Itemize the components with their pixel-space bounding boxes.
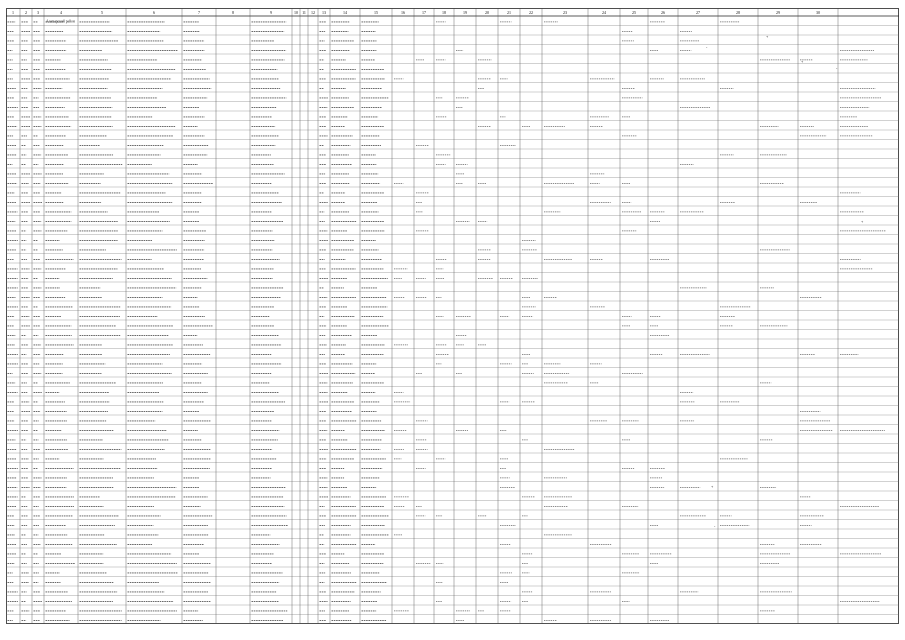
column-header: 26 [661, 10, 665, 16]
column-header: 30 [816, 10, 820, 16]
column-header: 3 [37, 10, 39, 16]
register-table [6, 8, 899, 624]
column-header: 27 [696, 10, 700, 16]
cell-mark: + [861, 219, 864, 224]
column-header: 19 [463, 10, 467, 16]
column-header: 9 [270, 10, 272, 16]
district-label: Алатырский район [46, 19, 75, 24]
column-header: 5 [101, 10, 103, 16]
cell-mark: - [706, 45, 708, 50]
column-header: 20 [485, 10, 489, 16]
column-header: 29 [776, 10, 780, 16]
column-header: 10 [294, 10, 298, 16]
column-header: 17 [422, 10, 426, 16]
column-header: 13 [322, 10, 326, 16]
cell-mark: + [801, 59, 804, 64]
column-header: 11 [302, 10, 306, 16]
column-header: 4 [60, 10, 62, 16]
column-header: 2 [25, 10, 27, 16]
column-header: 8 [232, 10, 234, 16]
column-header: 7 [198, 10, 200, 16]
column-header: 24 [602, 10, 606, 16]
column-header: 1 [12, 10, 14, 16]
cell-mark: + [711, 484, 714, 489]
cell-mark: + [766, 34, 769, 39]
column-header: 14 [343, 10, 347, 16]
column-header: 22 [529, 10, 533, 16]
table-grid [6, 8, 899, 624]
column-header: 6 [153, 10, 155, 16]
column-header: 12 [311, 10, 315, 16]
column-header: 15 [374, 10, 378, 16]
cell-mark: - [836, 66, 838, 71]
column-header: 21 [507, 10, 511, 16]
column-header: 23 [563, 10, 567, 16]
column-header: 28 [736, 10, 740, 16]
column-header: 18 [442, 10, 446, 16]
column-header: 16 [401, 10, 405, 16]
column-header: 25 [632, 10, 636, 16]
cell-mark: - [714, 524, 716, 529]
